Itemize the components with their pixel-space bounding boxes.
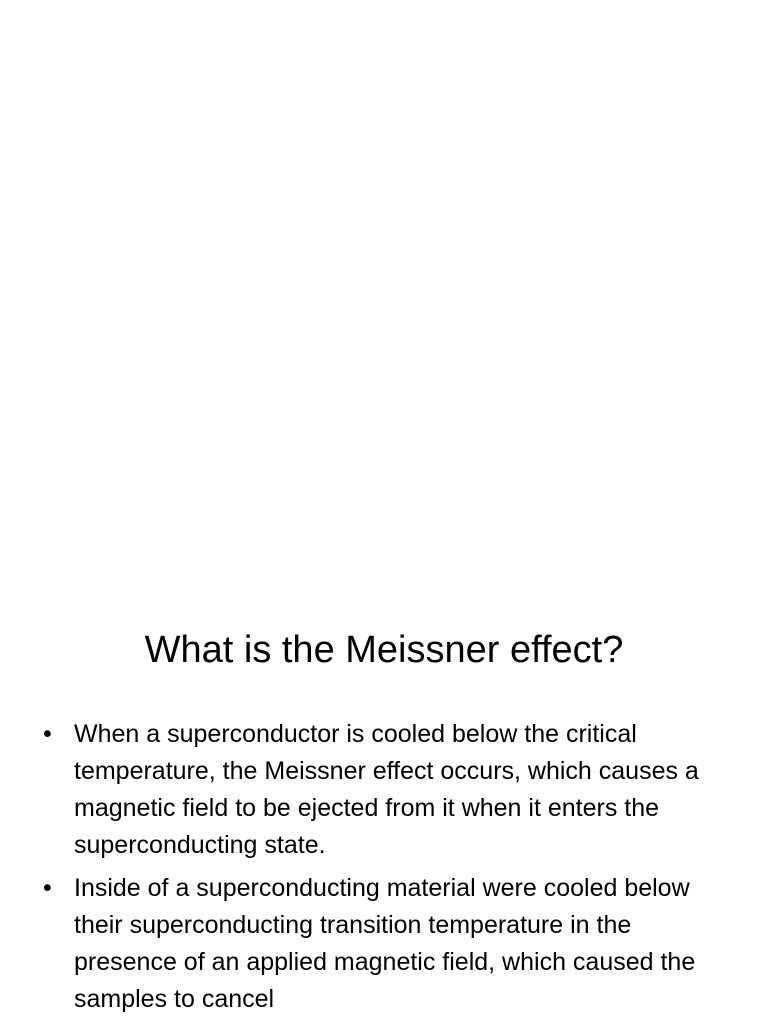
bullet-text: When a superconductor is cooled below the critical temperature, the Meissner effect occurs, which causes a magnetic field to be ejected from it when it enters the superconducting state. xyxy=(74,720,699,859)
slide-title: What is the Meissner effect? xyxy=(144,629,624,671)
bullet-list xyxy=(0,716,768,1024)
bullet-item xyxy=(0,870,768,1018)
bullet-marker: • xyxy=(43,720,52,748)
bullet-text: Inside of a superconducting material were cooled below their superconducting transition temperature in the presence of an applied magnetic field, which caused the samples to cancel xyxy=(74,874,696,1013)
bullet-marker: • xyxy=(43,874,52,902)
bullet-item xyxy=(0,716,768,864)
